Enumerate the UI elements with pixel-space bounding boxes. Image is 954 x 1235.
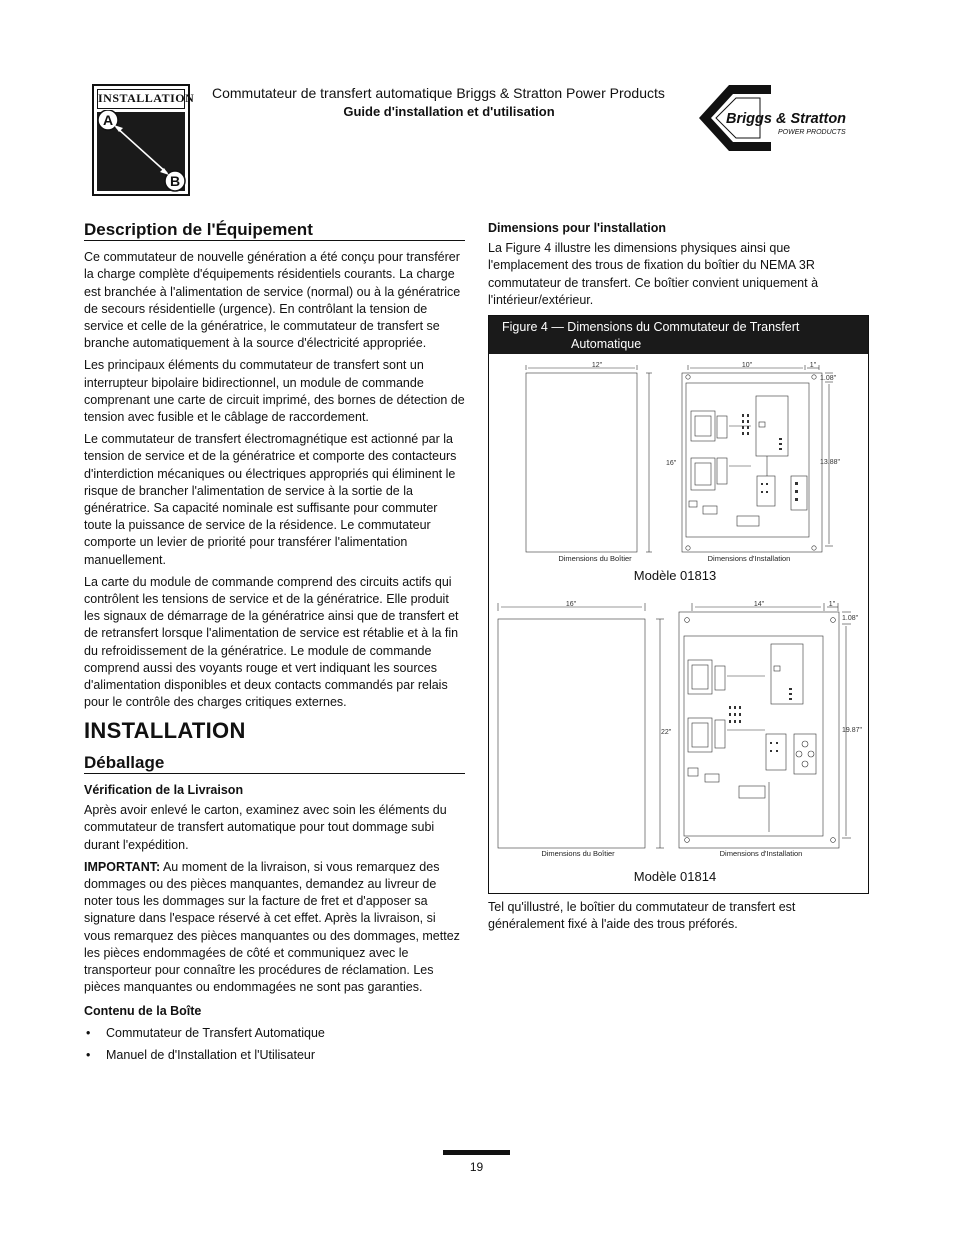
- fig1-dim-box-width: 12": [591, 362, 603, 369]
- fig2-dim-mount-width: 14": [753, 601, 765, 608]
- figure-4-title-line-2: Automatique: [571, 337, 642, 351]
- description-paragraph-4: La carte du module de commande comprend des circuits actifs qui contrôlent les tensions de service et de la génératrice. Elle produit les signaux de démarrage de la génératrice ainsi que de transfert et de retransfert lorsque l'alimentation de service est rétablie et à la fin du refroidissement de la génératrice. Le module de commande comprend aussi des voyants rouge et vert indiquant les sources d'alimentation disponibles et deux contacts commandés par relais pour le contrôle des charges critiques externes.: [84, 574, 459, 710]
- fig2-caption-mount: Dimensions d'Installation: [719, 849, 803, 858]
- box-contents-heading: Contenu de la Boîte: [84, 1004, 202, 1019]
- fig2-dim-mount-height: 19.87": [842, 727, 863, 734]
- installation-badge-band: [97, 89, 195, 109]
- figure-4: [488, 315, 869, 894]
- fig2-dim-box-width: 16": [565, 601, 577, 608]
- installation-heading: INSTALLATION: [84, 718, 246, 744]
- dimensions-heading: Dimensions pour l'installation: [488, 221, 666, 235]
- delivery-check-text: Après avoir enlevé le carton, examinez avec soin les éléments du commutateur de transfert automatique pour tout dommage subi durant l'expédition.: [84, 803, 447, 852]
- fig1-caption-mount: Dimensions d'Installation: [707, 554, 791, 563]
- fig1-model-label: Modèle 01813: [633, 568, 717, 583]
- left-column: [84, 221, 465, 1069]
- fig2-caption-box: Dimensions du Boîtier: [541, 849, 615, 858]
- logo-tagline-text: POWER PRODUCTS: [778, 129, 846, 136]
- list-item: • Manuel de d'Installation et l'Utilisateur: [84, 1047, 465, 1064]
- dimensions-text: La Figure 4 illustre les dimensions physiques ainsi que l'emplacement des trous de fixation du boîtier du NEMA 3R commutateur de transfert. Ce boîtier convient uniquement à l'intérieur/extérieur.: [488, 241, 819, 307]
- fig1-dim-top: 1.08": [820, 375, 837, 382]
- model-01814-drawing: [489, 596, 868, 892]
- important-text: Au moment de la livraison, si vous remarquez des dommages ou des pièces manquantes, demandez au livreur de noter tous les dommages sur la facture de fret et d'apposer sa signature dans l'espace réservé à cet effet. Après la livraison, si vous remarquez des pièces manquantes ou des dommages, mettez les pièces endommagées de côté et communiquez avec le transporteur pour connaître les procédures de réclamation. Les pièces manquantes ou endommagées ne sont pas garanties.: [84, 859, 460, 995]
- page-number-bar: [443, 1150, 510, 1155]
- badge-a-label: A: [102, 112, 114, 128]
- fig1-dim-mount-width: 10": [741, 362, 753, 369]
- closing-text-block: [488, 899, 869, 938]
- important-note: [84, 859, 465, 997]
- figure-4-title: [489, 316, 868, 354]
- fig1-dim-box-height: 16": [666, 460, 677, 467]
- right-column: [488, 220, 869, 314]
- fig1-caption-box: Dimensions du Boîtier: [558, 554, 632, 563]
- unpacking-heading: Déballage: [84, 754, 465, 774]
- fig2-dim-offset: 1": [828, 601, 836, 608]
- document-subtitle: Guide d'installation et d'utilisation: [343, 104, 555, 119]
- list-item: • Commutateur de Transfert Automatique: [84, 1025, 465, 1042]
- box-contents-list: [84, 1025, 465, 1064]
- important-label: IMPORTANT:: [84, 859, 161, 874]
- description-paragraph-1: Ce commutateur de nouvelle génération a été conçu pour transférer la charge complète d'équipements résidentiels courants. La charge est branchée à l'alimentation de service (normal) ou à la génératrice de secours résidentielle (urgence). En contrôlant la tension de service et celle de la génératrice, le commutateur de transfert se branche automatiquement à la source d'électricité appropriée.: [84, 250, 461, 351]
- installation-badge-label: INSTALLATION: [98, 91, 195, 105]
- badge-b-label: B: [169, 173, 181, 189]
- installation-badge: [92, 84, 195, 196]
- description-heading: Description de l'Équipement: [84, 221, 465, 241]
- fig1-dim-offset: 1": [809, 362, 817, 369]
- document-title: Commutateur de transfert automatique Briggs & Stratton Power Products: [212, 85, 665, 101]
- briggs-stratton-logo: [696, 81, 868, 155]
- description-paragraph-3: Le commutateur de transfert électromagnétique est actionné par la tension de service et de la génératrice et comporte des contacteurs d'interdiction mécaniques ou électriques appropriés qui éliminent le risque de brancher l'alimentation de service à la sortie de la génératrice. Sa capacité nominale est suffisante pour commuter toute la puissance de service de la résidence. Le commutateur comporte un levier de priorité pour transférer l'alimentation manuellement.: [84, 432, 457, 567]
- model-01813-drawing: [489, 356, 868, 586]
- closing-text: Tel qu'illustré, le boîtier du commutateur de transfert est généralement fixé à l'aide des trous préforés.: [488, 900, 796, 932]
- delivery-check-heading: Vérification de la Livraison: [84, 782, 244, 797]
- fig1-dim-mount-height: 13.88": [820, 459, 841, 466]
- fig2-dim-top: 1.08": [842, 615, 859, 622]
- figure-4-title-line-1: Figure 4 — Dimensions du Commutateur de Transfert: [502, 320, 800, 334]
- fig2-model-label: Modèle 01814: [633, 869, 717, 884]
- a-to-b-icon: [94, 110, 188, 194]
- page-number: 19: [469, 1160, 484, 1174]
- description-paragraph-2: Les principaux éléments du commutateur de transfert sont un interrupteur bipolaire bidirectionnel, un module de commande comprenant une carte de circuit imprimé, des bornes de détection de tension avec fusible et le câblage de raccordement.: [84, 358, 465, 425]
- fig2-dim-box-height: 22": [661, 729, 672, 736]
- logo-brand-text: Briggs & Stratton: [726, 111, 847, 127]
